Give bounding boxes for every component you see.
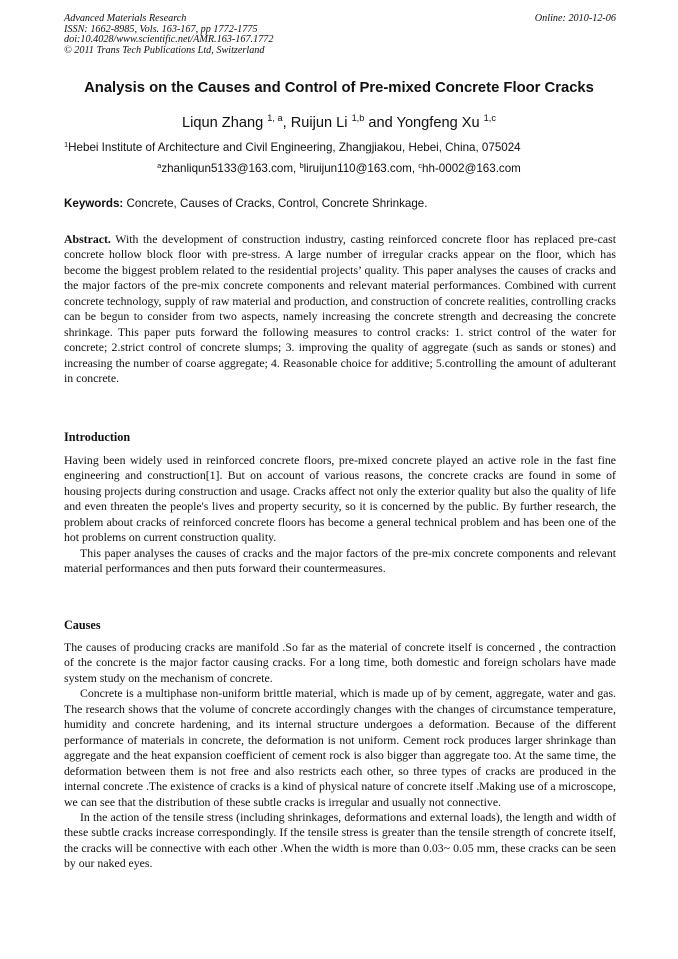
abstract	[64, 232, 616, 387]
paragraph: The causes of producing cracks are manifold .So far as the material of concrete itself is concerned , the contraction of the concrete is the major factor causing cracks. For a long time, both domestic and foreign scholars have made system study on the mechanism of concrete.	[64, 640, 616, 685]
email-address: hh-0002@163.com	[422, 162, 521, 175]
keywords	[64, 197, 616, 210]
paper-title: Analysis on the Causes and Control of Pre-mixed Concrete Floor Cracks	[84, 80, 594, 96]
section-heading-causes: Causes	[64, 618, 101, 632]
affiliation-sup: 1	[64, 140, 69, 149]
abstract-label: Abstract.	[64, 232, 111, 246]
author-sup: 1, a	[267, 113, 283, 123]
author-sup: 1,b	[351, 113, 365, 123]
paragraph: In the action of the tensile stress (including shrinkages, deformations and external loads), the length and width of these subtle cracks increase correspondingly. If the tensile stress is greater than the tensile strength of concrete itself, the cracks will be connective with each other .When the width is more than 0.03~ 0.05 mm, these cracks can be seen by our naked eyes.	[64, 809, 616, 871]
journal-issn: ISSN: 1662-8985, Vols. 163-167, pp 1772-1775	[64, 23, 258, 35]
email-separator: ,	[292, 162, 300, 175]
author-name: Ruijun Li	[290, 115, 348, 131]
causes-section	[64, 640, 616, 872]
email-sup: c	[418, 161, 423, 170]
introduction-section	[64, 453, 616, 577]
email-address: zhanliqun5133@163.com	[161, 162, 293, 175]
author-sup: 1,c	[483, 113, 496, 123]
author-name: Yongfeng Xu	[396, 115, 480, 131]
online-date: Online: 2010-12-06	[534, 13, 616, 24]
author-name: Liqun Zhang	[182, 115, 264, 131]
journal-doi: doi:10.4028/www.scientific.net/AMR.163-167.1772	[64, 34, 274, 46]
author-separator: ,	[282, 115, 291, 131]
paragraph: Concrete is a multiphase non-uniform brittle material, which is made up of by cement, aggregate, water and gas. The research shows that the volume of concrete accordingly changes with the changes of circumstance temperature, humidity and concrete hardening, and its internal structure undergoes a deformation. Because of the different performance of materials in concrete, the deformation is not uniform. Cement rock produces larger shrinkage than aggregate and the heat expansion coefficient of cement rock is also bigger than aggregate too. At the same time, the deformation between them is not free and also restricts each other, so three types of cracks are produced in the internal concrete .The existence of cracks is a kind of physical nature of concrete itself .Making use of a microscope, we can see that the distribution of these subtle cracks is irregular and usually not connective.	[64, 686, 616, 809]
email-address: liruijun110@163.com	[303, 162, 412, 175]
paragraph: Having been widely used in reinforced concrete floors, pre-mixed concrete played an active role in the fast fine engineering and construction[1]. But on account of various reasons, the concrete cracks are found in some of housing projects during construction and usage. Cracks affect not only the exterior quality but also the quality of life and even threaten the people's lives and property security, so it is concerned by the public. By further research, the problem about cracks of reinforced concrete floors has become a general technical problem and has been one of the hot problems on current construction quality.	[64, 453, 616, 545]
affiliation-text: Hebei Institute of Architecture and Civil Engineering, Zhangjiakou, Hebei, China, 075024	[68, 141, 521, 154]
journal-name: Advanced Materials Research	[64, 13, 187, 24]
email-sup: a	[157, 161, 162, 170]
email-separator: ,	[411, 162, 419, 175]
author-separator: and	[364, 115, 397, 131]
abstract-text: With the development of construction industry, casting reinforced concrete floor has replaced pre-cast concrete hollow block floor with pre-stress. A large number of irregular cracks appear on the floor, which has become the biggest problem related to the residential projects’ quality. This paper analyses the causes of cracks and the major factors of the pre-mix concrete components and relevant material performances. Combined with current concrete technology, supply of raw material and production, and construction of concrete realities, controlling cracks can be begun to consider from two aspects, namely increasing the concrete strength and decreasing the concrete shrinkage. This paper puts forward the following measures to control cracks: 1. strict control of the water for concrete; 2.strict control of concrete slumps; 3. improving the quality of aggregate (such as sands or stones) and increasing the number of coarse aggregate; 4. Reasonable choice for additive; 5.controlling the amount of adulterant in concrete.	[64, 232, 616, 386]
section-heading-introduction: Introduction	[64, 430, 131, 444]
journal-header	[64, 14, 616, 56]
email-list	[0, 161, 678, 175]
affiliation	[64, 140, 624, 154]
paragraph: This paper analyses the causes of cracks and the major factors of the pre-mix concrete components and relevant material performances and then puts forward their countermeasures.	[64, 545, 616, 576]
keywords-text: Concrete, Causes of Cracks, Control, Concrete Shrinkage.	[126, 197, 428, 210]
author-list	[0, 113, 678, 131]
keywords-label: Keywords:	[64, 197, 124, 210]
email-sup: b	[299, 161, 304, 170]
journal-copyright: © 2011 Trans Tech Publications Ltd, Switzerland	[64, 44, 265, 56]
